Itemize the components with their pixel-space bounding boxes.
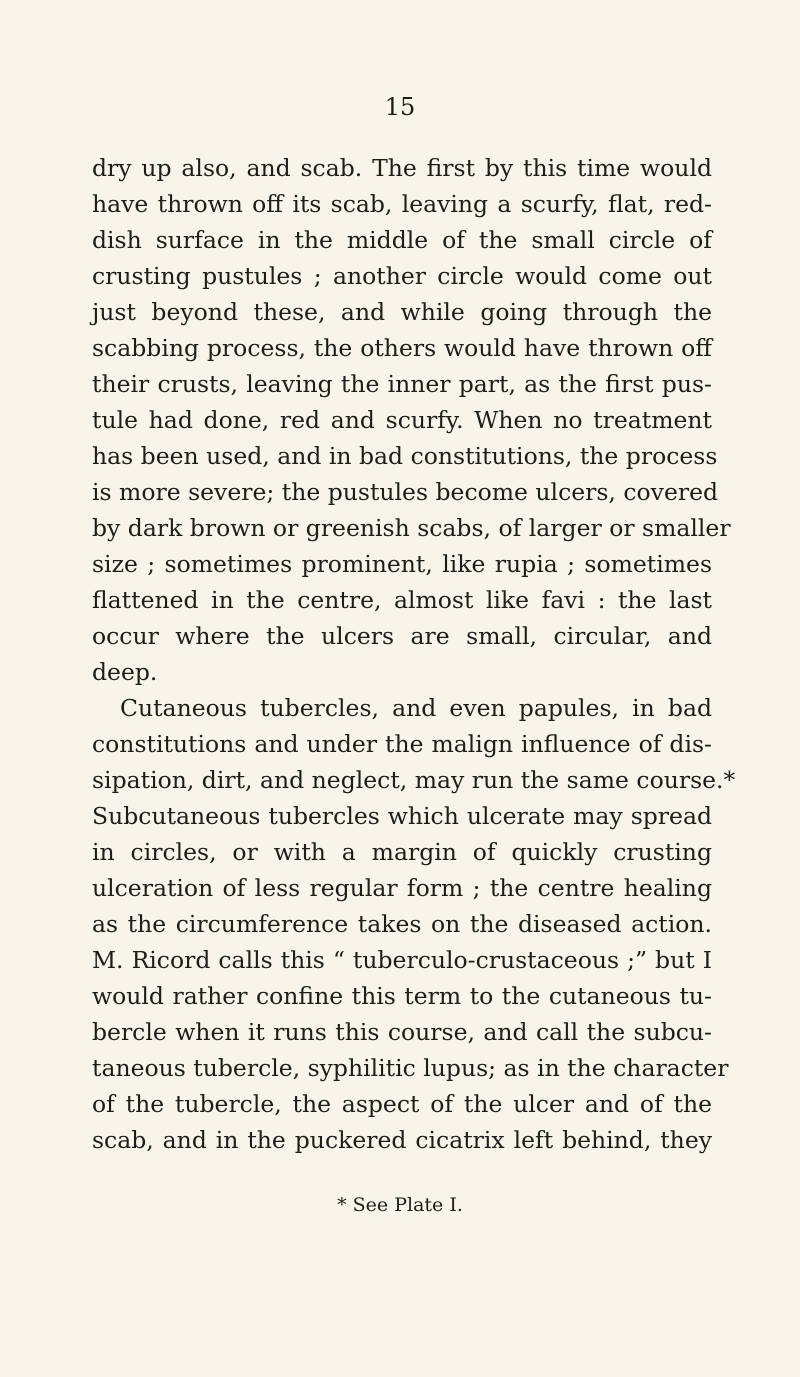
text-line: crusting pustules ; another circle would come out [92, 262, 712, 290]
text-line: constitutions and under the malign influence of dis- [92, 730, 712, 758]
text-line: deep. [92, 658, 158, 686]
text-line: sipation, dirt, and neglect, may run the same course.* [92, 766, 736, 794]
page-number: 15 [384, 93, 416, 121]
text-line: dry up also, and scab. The first by this time would [92, 154, 712, 182]
text-line: scabbing process, the others would have thrown off [92, 334, 712, 362]
text-line: as the circumference takes on the diseased action. [92, 910, 712, 938]
text-line: dish surface in the middle of the small circle of [92, 226, 712, 254]
text-line: by dark brown or greenish scabs, of larger or smaller [92, 514, 731, 542]
text-line: size ; sometimes prominent, like rupia ; sometimes [92, 550, 712, 578]
text-line: their crusts, leaving the inner part, as the first pus- [92, 370, 712, 398]
text-line: scab, and in the puckered cicatrix left behind, they [92, 1126, 712, 1154]
text-line: of the tubercle, the aspect of the ulcer and of the [92, 1090, 712, 1118]
text-line: just beyond these, and while going through the [92, 298, 712, 326]
text-line: flattened in the centre, almost like favi : the last [92, 586, 712, 614]
footnote: * See Plate I. [337, 1194, 463, 1216]
text-line: Subcutaneous tubercles which ulcerate may spread [92, 802, 712, 830]
text-line: would rather confine this term to the cutaneous tu- [92, 982, 712, 1010]
body-text [92, 150, 736, 1158]
text-line: tule had done, red and scurfy. When no treatment [92, 406, 712, 434]
text-line: is more severe; the pustules become ulcers, covered [92, 478, 719, 506]
text-line: taneous tubercle, syphilitic lupus; as in the character [92, 1054, 729, 1082]
text-line: bercle when it runs this course, and call the subcu- [92, 1018, 712, 1046]
text-line: in circles, or with a margin of quickly crusting [92, 838, 712, 866]
text-line: M. Ricord calls this “ tuberculo-crustaceous ;” but I [92, 946, 712, 974]
text-line: have thrown off its scab, leaving a scurfy, flat, red- [92, 190, 712, 218]
text-line: occur where the ulcers are small, circular, and [92, 622, 712, 650]
text-line: has been used, and in bad constitutions, the process [92, 442, 718, 470]
text-line: ulceration of less regular form ; the centre healing [92, 874, 712, 902]
text-line: Cutaneous tubercles, and even papules, in bad [120, 694, 712, 722]
